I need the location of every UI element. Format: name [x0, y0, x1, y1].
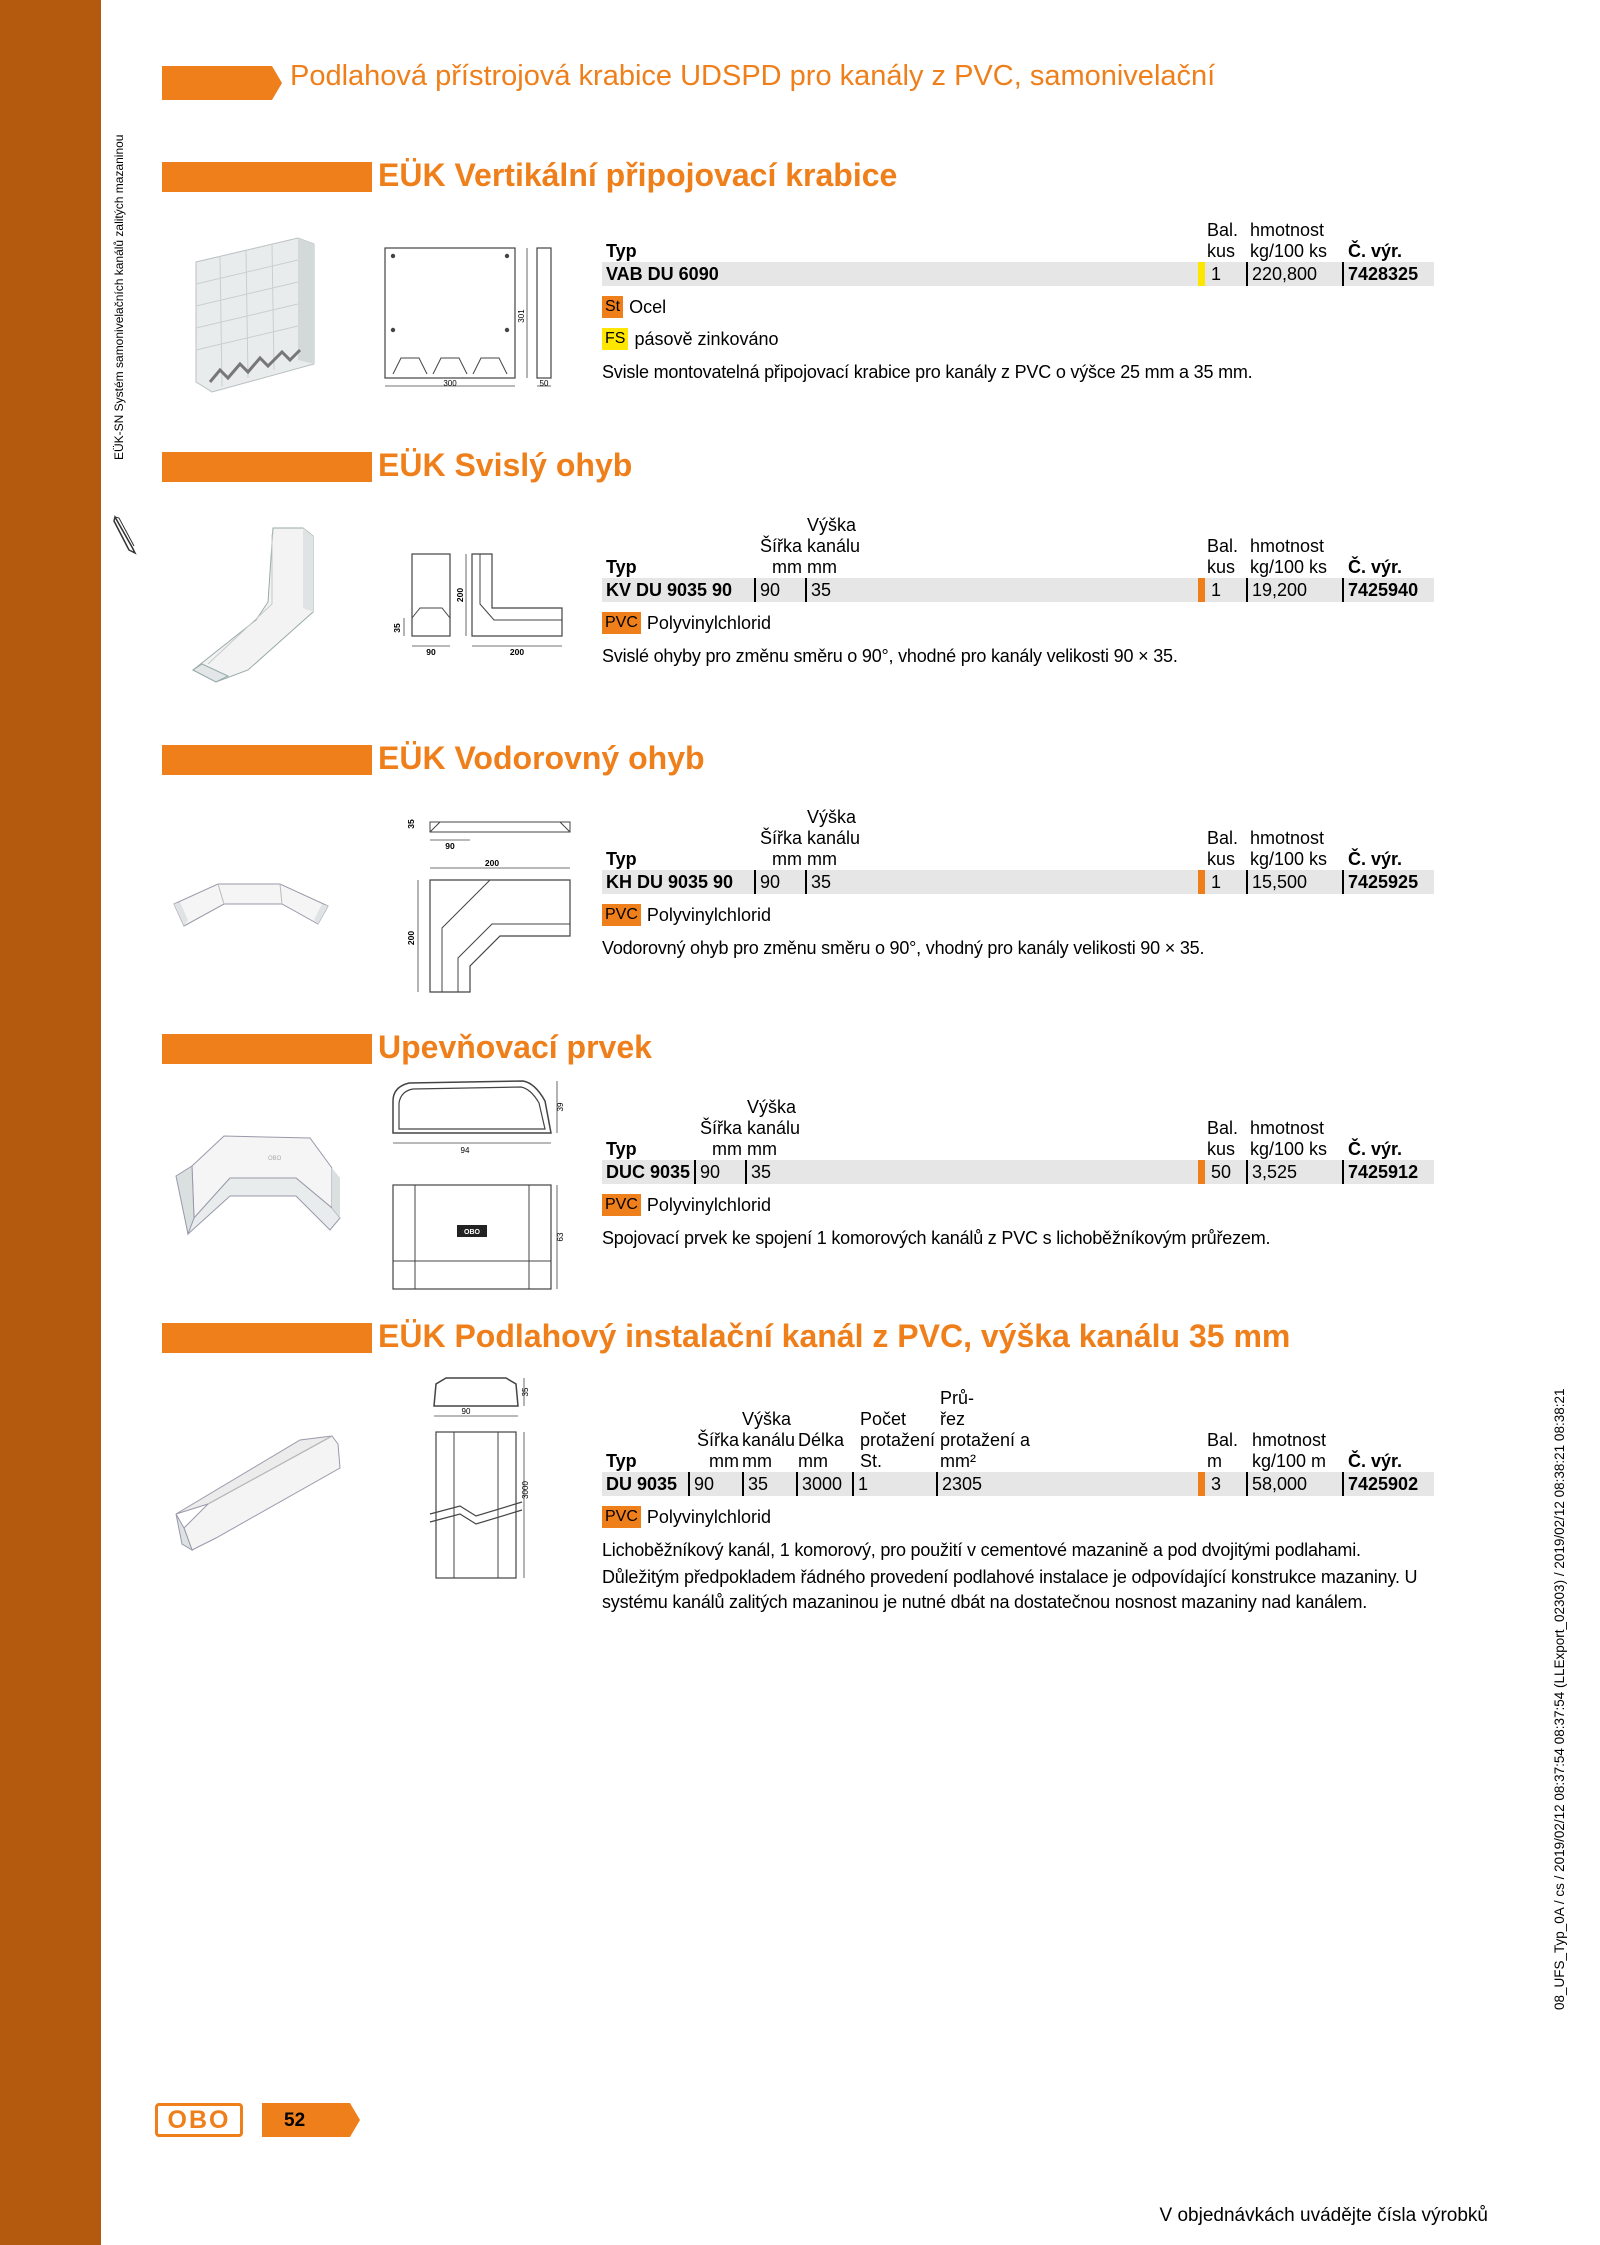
vertical-box-photo	[190, 232, 340, 402]
cell-vyska: 35	[805, 578, 831, 602]
cell-hmotnost: 3,525	[1246, 1160, 1297, 1184]
table-row	[602, 1160, 1434, 1184]
section-title: EÜK Svislý ohyb	[378, 447, 633, 483]
material-row	[602, 902, 1434, 926]
dim-label: 63	[556, 1232, 565, 1242]
material-code: St	[602, 296, 623, 318]
description: Lichoběžníkový kanál, 1 komorový, pro použití v cementové mazanině a pod dvojitými podlahami.	[602, 1540, 1361, 1560]
footer-note: V objednávkách uvádějte čísla výrobků	[1159, 2205, 1488, 2226]
side-label: EÜK-SN Systém samonivelačních kanálů zalitých mazaninou	[112, 134, 126, 460]
cell-hmotnost: 15,500	[1246, 870, 1307, 894]
col-bal: Bal. kus	[1207, 536, 1239, 577]
dim-label: 94	[460, 1146, 470, 1155]
description: Spojovací prvek ke spojení 1 komorových kanálů z PVC s lichoběžníkovým průřezem.	[602, 1228, 1271, 1248]
cell-typ: DUC 9035	[606, 1162, 691, 1182]
section-bar	[162, 162, 372, 192]
cell-typ: KH DU 9035 90	[606, 872, 734, 892]
col-cvyr: Č. výr.	[1348, 241, 1403, 261]
book-icon	[112, 515, 138, 555]
dim-label: 90	[426, 647, 436, 657]
floor-channel-photo	[172, 1418, 344, 1558]
section-bar	[162, 1323, 372, 1353]
col-hmotnost: hmotnost kg/100 ks	[1250, 828, 1328, 869]
cell-sirka: 90	[754, 578, 780, 602]
col-cvyr: Č. výr.	[1348, 1139, 1403, 1159]
material-row	[602, 326, 1434, 350]
page-number: 52	[284, 2110, 306, 2131]
section-bar	[162, 452, 372, 482]
cell-prurez: 2305	[936, 1472, 982, 1496]
dim-label: 200	[455, 587, 465, 603]
col-typ: Typ	[606, 1139, 637, 1159]
dim-label: 39	[556, 1102, 565, 1112]
product-table	[602, 792, 1434, 961]
col-cvyr: Č. výr.	[1348, 557, 1403, 577]
col-typ: Typ	[606, 241, 637, 261]
col-sirka: Šířka mm	[699, 1118, 742, 1159]
cell-sirka: 90	[694, 1160, 720, 1184]
cell-cvyr: 7428325	[1342, 262, 1418, 286]
cell-hmotnost: 58,000	[1246, 1472, 1307, 1496]
page-title: Podlahová přístrojová krabice UDSPD pro kanály z PVC, samonivelační	[290, 60, 1216, 92]
dim-label: 50	[539, 379, 549, 388]
section-title: Upevňovací prvek	[378, 1029, 652, 1065]
cell-vyska: 35	[745, 1160, 771, 1184]
material-row	[602, 610, 1434, 634]
cell-vyska: 35	[805, 870, 831, 894]
table-row	[602, 1472, 1434, 1496]
dim-label: 200	[484, 858, 500, 868]
section-title: EÜK Vodorovný ohyb	[378, 740, 705, 776]
col-hmotnost: hmotnost kg/100 ks	[1250, 536, 1328, 577]
col-vyska: Výška kanálu mm	[747, 1097, 801, 1159]
cell-bal: 50	[1211, 1162, 1232, 1182]
material-code: PVC	[602, 612, 641, 634]
section-bar	[162, 1034, 372, 1064]
dim-label: 200	[406, 930, 416, 946]
cell-delka: 3000	[796, 1472, 842, 1496]
section-title: EÜK Vertikální připojovací krabice	[378, 157, 898, 193]
section-bar	[162, 745, 372, 775]
cell-cvyr: 7425940	[1342, 578, 1418, 602]
vertical-bend-drawing	[380, 548, 570, 658]
col-typ: Typ	[606, 557, 637, 577]
row-mark	[1198, 578, 1205, 602]
material-code: PVC	[602, 904, 641, 926]
col-bal: Bal. kus	[1207, 220, 1239, 261]
col-pocet: Počet protažení St.	[860, 1409, 936, 1471]
cell-bal: 3	[1211, 1474, 1222, 1494]
material-code: FS	[602, 328, 628, 350]
dim-label: 90	[445, 841, 455, 851]
cell-bal: 1	[1211, 264, 1222, 284]
row-mark	[1198, 1160, 1205, 1184]
material-code: PVC	[602, 1506, 641, 1528]
table-row	[602, 262, 1434, 286]
vertical-box-drawing	[383, 240, 573, 392]
description: Vodorovný ohyb pro změnu směru o 90°, vhodný pro kanály velikosti 90 × 35.	[602, 938, 1205, 958]
col-delka: Délka mm	[798, 1430, 845, 1471]
col-cvyr: Č. výr.	[1348, 849, 1403, 869]
dim-label: 3000	[521, 1481, 530, 1499]
col-prurez: Prů- řez protažení a mm²	[940, 1388, 1031, 1471]
row-mark	[1198, 262, 1205, 286]
vertical-bend-photo	[188, 520, 338, 690]
description: Svisle montovatelná připojovací krabice pro kanály z PVC o výšce 25 mm a 35 mm.	[602, 362, 1253, 382]
cell-pocet: 1	[852, 1472, 868, 1496]
dim-label: 90	[461, 1407, 471, 1416]
cell-bal: 1	[1211, 580, 1222, 600]
cell-hmotnost: 19,200	[1246, 578, 1307, 602]
col-bal: Bal. kus	[1207, 828, 1239, 869]
col-sirka: Šířka mm	[759, 536, 802, 577]
header-bar	[162, 66, 272, 100]
material-name: Polyvinylchlorid	[646, 905, 771, 926]
dim-label: 300	[443, 379, 457, 388]
page-number-box	[262, 2103, 350, 2137]
col-vyska: Výška kanálu mm	[807, 807, 861, 869]
material-row	[602, 1192, 1434, 1216]
sidebar-band	[0, 0, 101, 2245]
horizontal-bend-photo	[170, 862, 340, 942]
material-name: Polyvinylchlorid	[646, 613, 771, 634]
table-row	[602, 578, 1434, 602]
header-arrow	[272, 66, 282, 100]
col-hmotnost: hmotnost kg/100 ks	[1250, 1118, 1328, 1159]
description-note: Důležitým předpokladem řádného provedení podlahové instalace je odpovídající konstrukce mazaniny. U systému kanálů zalitých mazaninou je nutné dbát na dostatečnou nosnost mazaniny nad kanálem.	[602, 1567, 1418, 1612]
col-vyska: Výška kanálu mm	[742, 1409, 796, 1471]
cell-vyska: 35	[742, 1472, 768, 1496]
cell-typ: DU 9035	[606, 1474, 678, 1494]
cell-cvyr: 7425912	[1342, 1160, 1418, 1184]
col-vyska: Výška kanálu mm	[807, 515, 861, 577]
product-table	[602, 200, 1434, 385]
col-typ: Typ	[606, 849, 637, 869]
cell-sirka: 90	[754, 870, 780, 894]
col-hmotnost: hmotnost kg/100 m	[1252, 1430, 1327, 1471]
cell-cvyr: 7425902	[1342, 1472, 1418, 1496]
cell-cvyr: 7425925	[1342, 870, 1418, 894]
material-row	[602, 294, 1434, 318]
col-bal: Bal. m	[1207, 1430, 1239, 1471]
cell-bal: 1	[1211, 872, 1222, 892]
embossed-brand: OBO	[268, 1156, 282, 1162]
material-name: Polyvinylchlorid	[646, 1195, 771, 1216]
cell-hmotnost: 220,800	[1246, 262, 1317, 286]
section-title: EÜK Podlahový instalační kanál z PVC, výška kanálu 35 mm	[378, 1318, 1291, 1354]
table-row	[602, 870, 1434, 894]
row-mark	[1198, 870, 1205, 894]
doc-code: 08_UFS_Typ_0A / cs / 2019/02/12 08:37:54 08:37:54 (LLExport_02303) / 2019/02/12 08:38:21 08:38:21	[1552, 1388, 1567, 2010]
material-name: Polyvinylchlorid	[646, 1507, 771, 1528]
col-bal: Bal. kus	[1207, 1118, 1239, 1159]
floor-channel-drawing	[420, 1370, 590, 1580]
cell-sirka: 90	[688, 1472, 714, 1496]
cell-typ: VAB DU 6090	[606, 264, 719, 284]
product-table	[602, 500, 1434, 669]
dim-label: 35	[521, 1387, 530, 1397]
col-typ: Typ	[606, 1451, 637, 1471]
horizontal-bend-drawing	[400, 808, 580, 998]
obo-logo: OBO	[155, 2103, 243, 2137]
dim-label: 301	[517, 309, 526, 323]
cell-typ: KV DU 9035 90	[606, 580, 733, 600]
material-code: PVC	[602, 1194, 641, 1216]
product-table	[602, 1082, 1434, 1251]
dim-label: 35	[392, 623, 402, 633]
dim-label: 200	[509, 647, 525, 657]
connector-photo	[172, 1118, 344, 1240]
page-number-arrow	[350, 2103, 360, 2137]
col-sirka: Šířka mm	[759, 828, 802, 869]
dim-label: 35	[406, 819, 416, 829]
row-mark	[1198, 1472, 1205, 1496]
material-name: Ocel	[629, 297, 667, 318]
drawing-brand: OBO	[464, 1229, 480, 1236]
col-sirka: Šířka mm	[696, 1430, 739, 1471]
material-row	[602, 1504, 1434, 1528]
material-name: pásově zinkováno	[634, 329, 779, 350]
connector-drawing	[385, 1075, 565, 1290]
product-table	[602, 1372, 1434, 1615]
description: Svislé ohyby pro změnu směru o 90°, vhodné pro kanály velikosti 90 × 35.	[602, 646, 1178, 666]
col-hmotnost: hmotnost kg/100 ks	[1250, 220, 1328, 261]
col-cvyr: Č. výr.	[1348, 1451, 1403, 1471]
